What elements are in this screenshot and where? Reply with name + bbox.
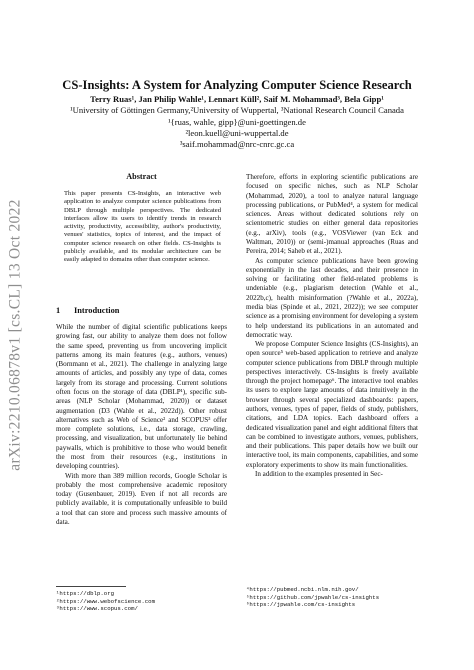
abstract-heading: Abstract	[126, 172, 157, 181]
author-email-2[interactable]: ²leon.kuell@uni-wuppertal.de	[185, 127, 289, 138]
author-block	[0, 94, 474, 150]
footnote-link[interactable]: ¹https://dblp.org	[56, 590, 115, 597]
author-email-3[interactable]: ³saif.mohammad@nrc-cnrc.gc.ca	[179, 139, 295, 150]
footnotes-left	[56, 586, 227, 613]
arxiv-identifier-stamp	[3, 166, 29, 504]
footnote-link[interactable]: ⁶https://jpwahle.com/cs-insights	[246, 601, 356, 609]
body-paragraph: Therefore, efforts in exploring scientific publications are focused on specific niches, such as NLP Scholar (Mohammad, 2020), a tool to analyze natural language processing publications, or PubMed⁴, a system for medical sciences. Areas without dedicated solutions rely on scientometric studies on either general data repositories (e.g., arXiv), tools (e.g., VOSViewer (van Eck and Waltman, 2010)) or (semi-)manual approaches (Ruas and Pereira, 2014; Saheb et al., 2021).	[246, 173, 418, 256]
footnote-link[interactable]: ⁴https://pubmed.ncbi.nlm.nih.gov/	[246, 586, 359, 593]
author-email-1[interactable]: ¹{ruas, wahle, gipp}@uni-goettingen.de	[168, 116, 306, 127]
footnote-link[interactable]: ²https://www.webofscience.com	[56, 597, 155, 605]
left-column-body	[56, 323, 227, 527]
footnotes-right	[246, 586, 418, 609]
body-paragraph: In addition to the examples presented in Sec-	[255, 470, 383, 478]
abstract-text: This paper presents CS-Insights, an interactive web application to analyze computer science publications from DBLP through multiple perspectives. The dedicated interfaces allow its users to identify trends in research activity, productivity, accessibility, author's productivity, venues' statistics, topics of interest, and the impact of computer science research on other fields. CS-Insights is publicly available, and its modular architecture can be easily adapted to domains other than computer science.	[64, 190, 221, 263]
footnote-rule	[56, 586, 126, 587]
right-column-body	[246, 173, 418, 479]
author-affiliations: ¹University of Göttingen Germany,²University of Wuppertal, ³National Research Council Canada	[70, 105, 404, 116]
section-title: Introduction	[74, 306, 120, 315]
paper-title: CS-Insights: A System for Analyzing Computer Science Research	[62, 78, 412, 92]
section-heading	[56, 306, 119, 315]
body-paragraph: While the number of digital scientific publications keeps growing fast, our ability to analyze them does not follow the same speed, preventing us from uncovering implicit patterns among its main features (e.g., authors, venues) (Bornmann et al., 2021). The challenge in analyzing large amounts of articles, and possibly any type of data, comes largely from its storage and processing. Current solutions often focus on the storage of data (DBLP¹), specific sub-areas (NLP Scholar (Mohammad, 2020)) or dataset augmentation (D3 (Wahle et al., 2022d)). Other robust alternatives such as Web of Science² and SCOPUS³ offer more complete solutions, i.e., data storage, crawling, processing, and visualization, but unfortunately lie behind paywalls, which is prohibitive to those who would benefit the most from their resources (e.g., institutions in developing countries).	[56, 323, 227, 471]
body-paragraph: We propose Computer Science Insights (CS-Insights), an open source⁵ web-based application to retrieve and analyze computer science publications from DBLP through multiple perspectives interactively. CS-Insights is freely available through the project homepage⁶. The interactive tool enables its users to explore large amounts of data intuitively in the browser through several specialized dashboards: papers, authors, venues, types of paper, fields of study, publishers, citations, and LDA topics. Each dashboard offers a dedicated visualization panel and eight additional filters that can be combined to investigate authors, venues, publishers, and their publications. This paper details how we built our interactive tool, its main components, capabilities, and some exploratory experiments to show its main functionalities.	[246, 340, 418, 469]
footnote-link[interactable]: ⁵https://github.com/jpwahle/cs-insights	[246, 593, 380, 601]
body-paragraph: With more than 389 million records, Google Scholar is probably the most comprehensive academic repository today (Gusenbauer, 2019). Even if not all records are publicly available, it is computationally unfeasible to build a tool that can store and process such massive amounts of data.	[56, 471, 227, 526]
section-number: 1	[56, 306, 61, 315]
footnote-link[interactable]: ³https://www.scopus.com/	[56, 605, 138, 613]
arxiv-identifier-text: arXiv:2210.06878v1 [cs.CL] 13 Oct 2022	[7, 199, 25, 471]
author-names: Terry Ruas¹, Jan Philip Wahle¹, Lennart Küll², Saif M. Mohammad³, Bela Gipp¹	[90, 94, 384, 104]
body-paragraph: As computer science publications have been growing exponentially in the last decades, and their presence in solving or facilitating other field-related problems is undeniable (e.g., plagiarism detection (Wahle et al., 2022b,c), health misinformation (?Wahle et al., 2022a), media bias (Spinde et al., 2021, 2022)); we see computer science as a promising environment for developing a system to help understand its publications in an automated and democratic way.	[246, 256, 418, 339]
